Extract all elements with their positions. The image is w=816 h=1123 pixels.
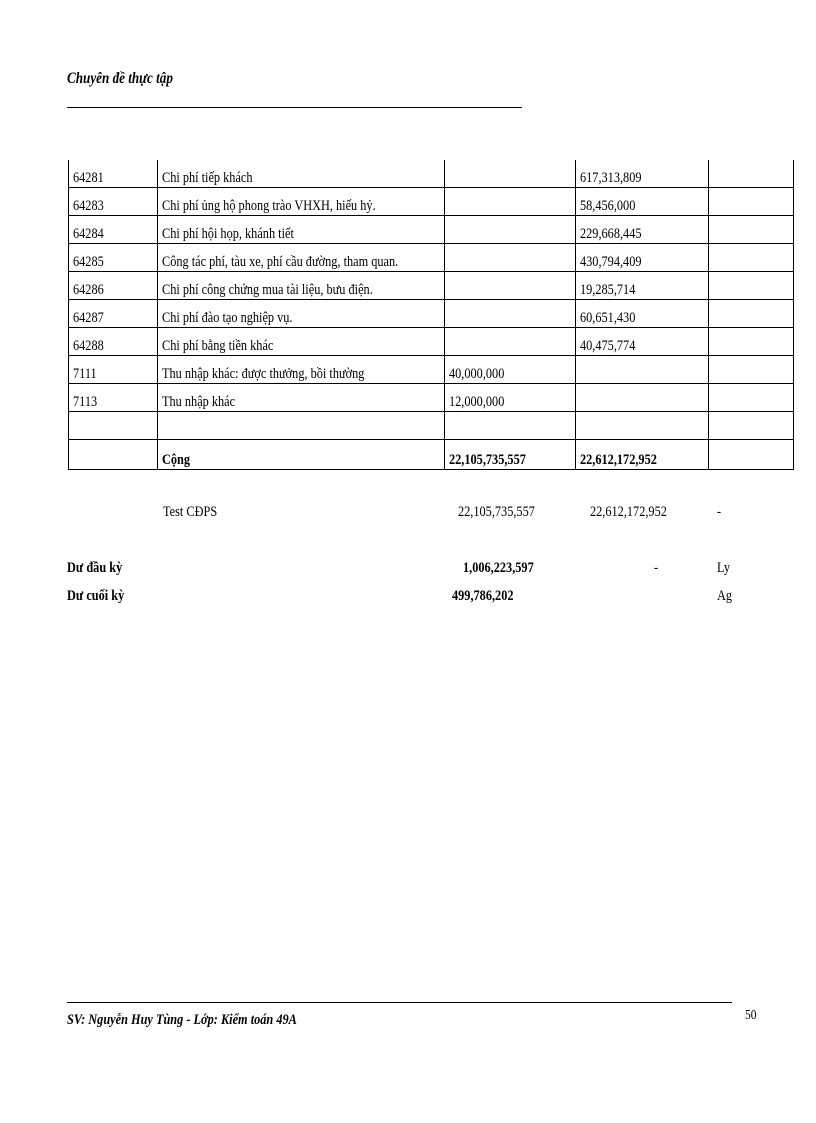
- total-code-cell: [69, 440, 158, 470]
- total-credit-cell: 22,612,172,952: [576, 440, 709, 470]
- debit-amount-cell: [445, 328, 576, 356]
- account-description-cell: Chi phí hội họp, khánh tiết: [158, 216, 445, 244]
- ledger-table: [68, 160, 794, 470]
- closing-balance-debit: 499,786,202: [452, 588, 514, 604]
- account-code-cell: 64284: [69, 216, 158, 244]
- credit-amount-cell: [576, 384, 709, 412]
- ledger-row: [69, 188, 794, 216]
- account-code-cell: [69, 412, 158, 440]
- total-note-cell: [709, 440, 794, 470]
- note-cell: [709, 216, 794, 244]
- footer-student-info: SV: Nguyễn Huy Tùng - Lớp: Kiểm toán 49A: [67, 1012, 297, 1028]
- total-label-cell: Cộng: [158, 440, 445, 470]
- ledger-row: [69, 356, 794, 384]
- debit-amount-cell: [445, 272, 576, 300]
- account-code-cell: 64287: [69, 300, 158, 328]
- account-description-cell: [158, 412, 445, 440]
- note-cell: [709, 328, 794, 356]
- ledger-row: [69, 216, 794, 244]
- opening-balance-note: Ly: [717, 560, 730, 576]
- debit-amount-cell: 40,000,000: [445, 356, 576, 384]
- ledger-row: [69, 384, 794, 412]
- test-note: -: [717, 504, 722, 520]
- account-code-cell: 64288: [69, 328, 158, 356]
- ledger-row: [69, 160, 794, 188]
- credit-amount-cell: 19,285,714: [576, 272, 709, 300]
- note-cell: [709, 300, 794, 328]
- ledger-row: [69, 244, 794, 272]
- debit-amount-cell: [445, 412, 576, 440]
- ledger-body: [69, 160, 794, 470]
- debit-amount-cell: [445, 160, 576, 188]
- account-code-cell: 64286: [69, 272, 158, 300]
- note-cell: [709, 412, 794, 440]
- closing-balance-note: Ag: [717, 588, 733, 604]
- account-description-cell: Thu nhập khác: [158, 384, 445, 412]
- account-description-cell: Chi phí ủng hộ phong trào VHXH, hiếu hỷ.: [158, 188, 445, 216]
- account-description-cell: Chi phí bằng tiền khác: [158, 328, 445, 356]
- credit-amount-cell: 430,794,409: [576, 244, 709, 272]
- page-header-title: Chuyên đề thực tập: [67, 70, 173, 87]
- note-cell: [709, 384, 794, 412]
- debit-amount-cell: [445, 216, 576, 244]
- account-description-cell: Công tác phí, tàu xe, phí cầu đường, tham quan.: [158, 244, 445, 272]
- total-debit-cell: 22,105,735,557: [445, 440, 576, 470]
- note-cell: [709, 356, 794, 384]
- credit-amount-cell: [576, 356, 709, 384]
- account-code-cell: 7113: [69, 384, 158, 412]
- account-code-cell: 7111: [69, 356, 158, 384]
- account-description-cell: Chi phí công chứng mua tài liệu, bưu điện.: [158, 272, 445, 300]
- account-code-cell: 64283: [69, 188, 158, 216]
- note-cell: [709, 160, 794, 188]
- note-cell: [709, 244, 794, 272]
- opening-balance-label: Dư đầu kỳ: [67, 560, 123, 576]
- note-cell: [709, 272, 794, 300]
- test-label: Test CĐPS: [163, 504, 218, 520]
- test-debit: 22,105,735,557: [458, 504, 535, 520]
- ledger-row: [69, 300, 794, 328]
- note-cell: [709, 188, 794, 216]
- credit-amount-cell: 60,651,430: [576, 300, 709, 328]
- credit-amount-cell: 229,668,445: [576, 216, 709, 244]
- opening-balance-credit: -: [654, 560, 659, 576]
- debit-amount-cell: [445, 188, 576, 216]
- credit-amount-cell: 617,313,809: [576, 160, 709, 188]
- header-divider: [67, 107, 522, 108]
- closing-balance-label: Dư cuối kỳ: [67, 588, 125, 604]
- debit-amount-cell: [445, 300, 576, 328]
- credit-amount-cell: 40,475,774: [576, 328, 709, 356]
- account-description-cell: Chi phí đào tạo nghiệp vụ.: [158, 300, 445, 328]
- account-code-cell: 64281: [69, 160, 158, 188]
- ledger-row: [69, 412, 794, 440]
- debit-amount-cell: [445, 244, 576, 272]
- test-credit: 22,612,172,952: [590, 504, 667, 520]
- ledger-row: [69, 328, 794, 356]
- ledger-row: [69, 272, 794, 300]
- account-description-cell: Chi phí tiếp khách: [158, 160, 445, 188]
- debit-amount-cell: 12,000,000: [445, 384, 576, 412]
- page-number: 50: [745, 1008, 757, 1023]
- opening-balance-debit: 1,006,223,597: [463, 560, 534, 576]
- credit-amount-cell: 58,456,000: [576, 188, 709, 216]
- footer-divider: [67, 1002, 732, 1003]
- ledger-total-row: [69, 440, 794, 470]
- account-code-cell: 64285: [69, 244, 158, 272]
- credit-amount-cell: [576, 412, 709, 440]
- account-description-cell: Thu nhập khác: được thưởng, bồi thường: [158, 356, 445, 384]
